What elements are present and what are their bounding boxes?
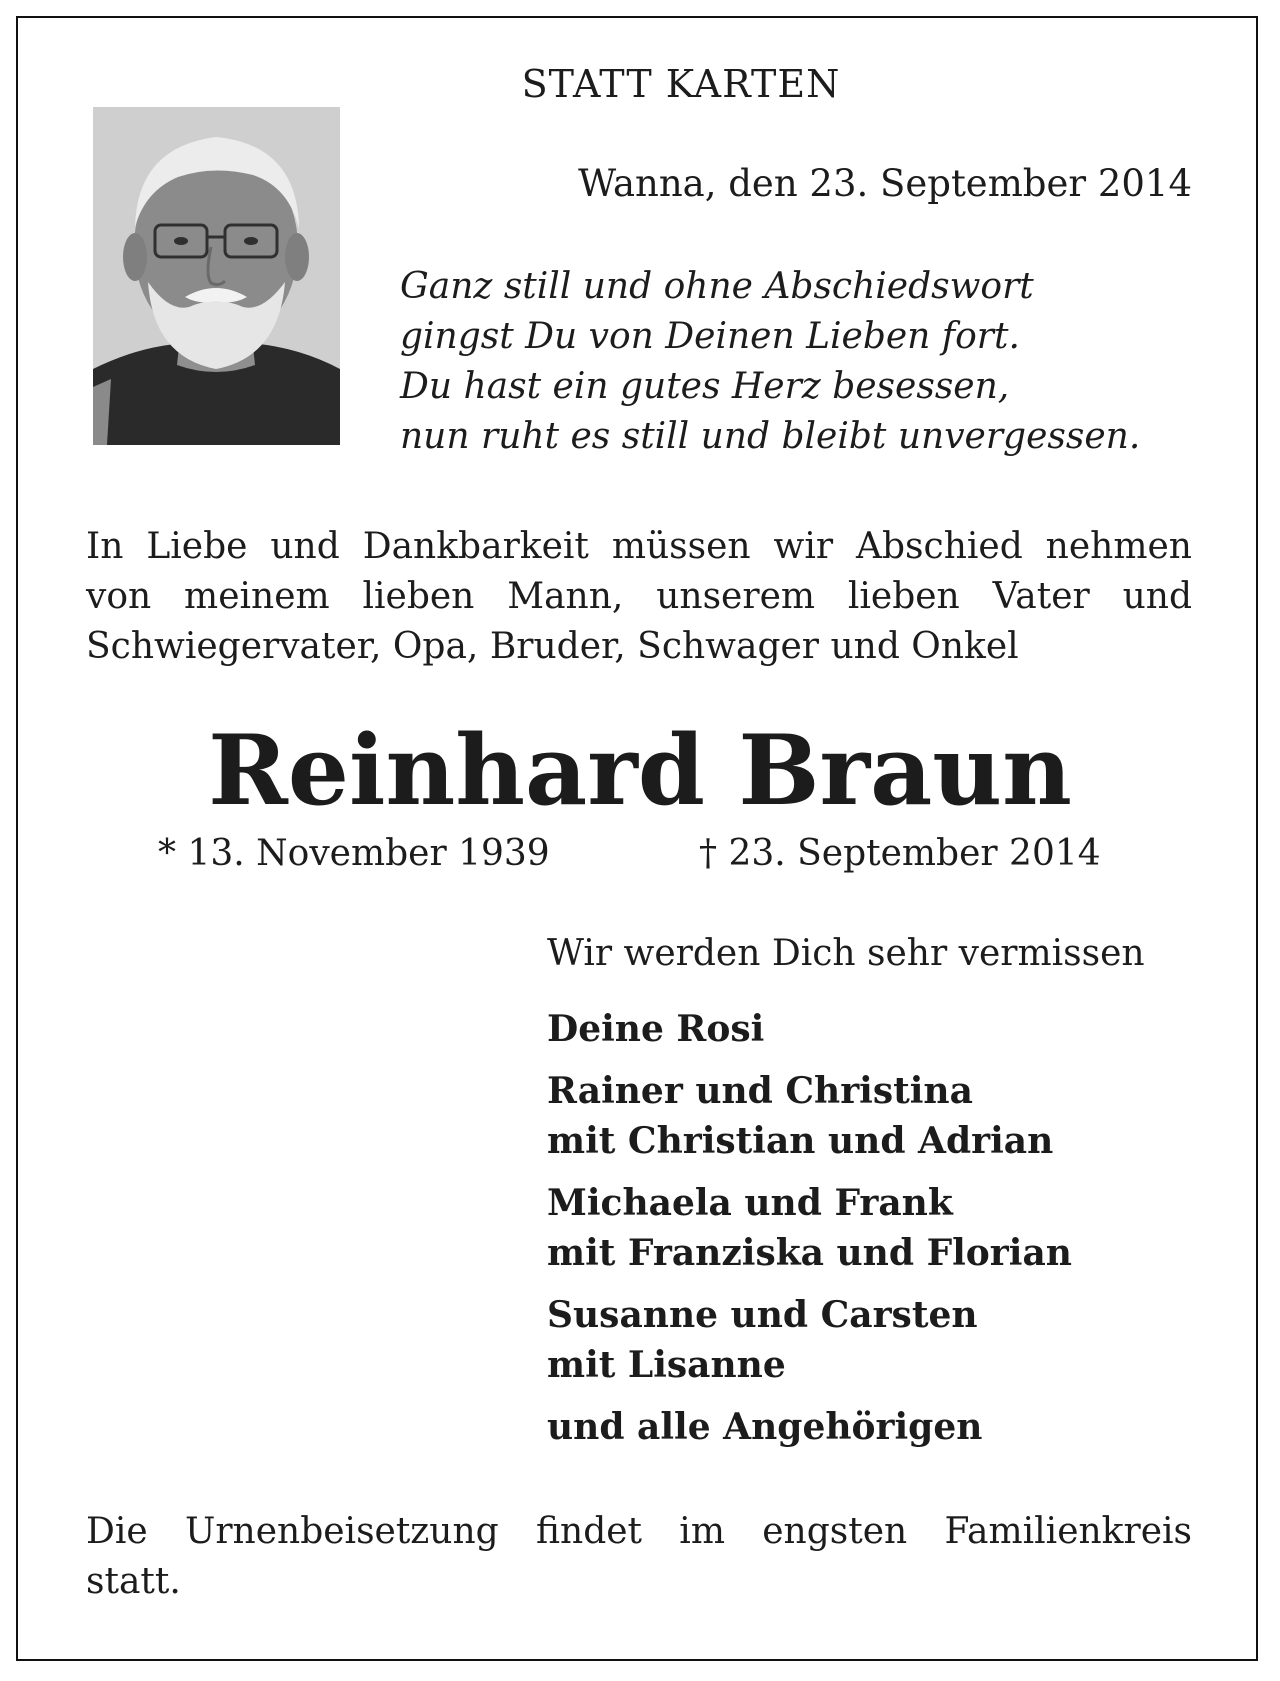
signer-line: mit Christian und Adrian xyxy=(547,1120,1054,1162)
closing-line: Die Urnenbeisetzung findet im engsten Familienkreis xyxy=(86,1511,1192,1552)
signer-line: und alle Angehörigen xyxy=(547,1406,983,1448)
signer-group xyxy=(547,1402,1072,1452)
signers-list xyxy=(547,1004,1072,1464)
closing-paragraph xyxy=(86,1507,1192,1607)
death-date: † 23. September 2014 xyxy=(699,833,1101,874)
farewell-line: Wir werden Dich sehr vermissen xyxy=(547,933,1145,974)
portrait-photo xyxy=(93,107,340,445)
signer-line: Rainer und Christina xyxy=(547,1070,973,1112)
header-statt-karten: STATT KARTEN xyxy=(521,62,841,106)
poem-line: gingst Du von Deinen Lieben fort. xyxy=(400,316,1020,357)
intro-line: von meinem lieben Mann, unserem lieben Vater und xyxy=(86,576,1192,617)
poem-line: Ganz still und ohne Abschiedswort xyxy=(400,266,1034,307)
intro-line: In Liebe und Dankbarkeit müssen wir Abschied nehmen xyxy=(86,526,1192,567)
poem-line: Du hast ein gutes Herz besessen, xyxy=(400,366,1010,407)
signer-line: mit Lisanne xyxy=(547,1344,786,1386)
signer-line: Deine Rosi xyxy=(547,1008,765,1050)
closing-line: statt. xyxy=(86,1561,181,1602)
intro-paragraph xyxy=(86,522,1192,672)
poem xyxy=(400,262,1140,462)
poem-line: nun ruht es still und bleibt unvergessen. xyxy=(400,416,1141,457)
signer-line: Michaela und Frank xyxy=(547,1182,953,1224)
signer-line: Susanne und Carsten xyxy=(547,1294,978,1336)
signer-group xyxy=(547,1290,1072,1390)
intro-line: Schwiegervater, Opa, Bruder, Schwager und Onkel xyxy=(86,626,1019,667)
signer-group xyxy=(547,1178,1072,1278)
signer-line: mit Franziska und Florian xyxy=(547,1232,1072,1274)
deceased-name: Reinhard Braun xyxy=(208,714,1072,827)
signer-group xyxy=(547,1066,1072,1166)
place-and-date: Wanna, den 23. September 2014 xyxy=(578,162,1192,205)
signer-group xyxy=(547,1004,1072,1054)
birth-date: * 13. November 1939 xyxy=(158,833,550,874)
